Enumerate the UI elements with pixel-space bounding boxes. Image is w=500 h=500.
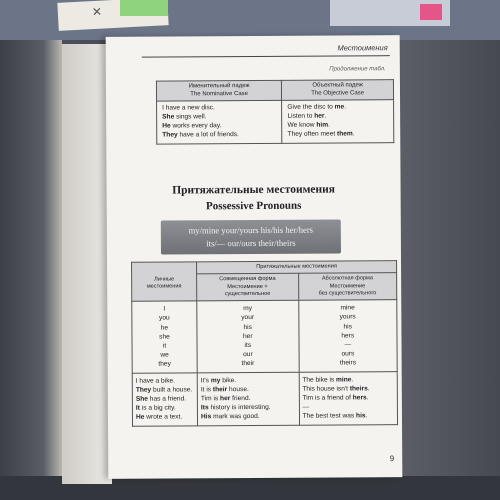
book-page [106,35,403,479]
conjoint-examples [197,372,299,426]
conjoint-pronoun: his [243,323,252,331]
conjoint-pronoun: my [243,305,253,313]
card-mark-icon: ✕ [91,4,103,20]
conjoint-pronoun: their [241,360,255,368]
bookmark-tab [420,4,442,20]
example-sentence: I have a new disc. [162,104,215,112]
nominative-examples [157,100,283,143]
personal-pronoun: I [163,305,166,313]
example-sentence: He works every day. [162,121,222,130]
absolute-pronoun: his [343,322,352,330]
personal-pronoun: we [160,351,169,359]
conjoint-pronoun: your [241,314,255,322]
personal-pronoun: he [160,324,169,332]
absolute-pronoun: hers [341,332,355,340]
example-sentence: The bike is mine. [302,375,354,384]
example-sentence: I have a bike. [135,377,176,385]
header-rule [142,55,390,58]
pronoun-banner [161,219,341,254]
absolute-pronoun: yours [339,313,356,321]
conjoint-header: Совмещенная форма Местоимение + существительное [197,273,299,300]
example-sentence: Tim is her friend. [200,395,251,403]
example-sentence: It is a big city. [135,404,176,412]
personal-pronouns-column [132,301,197,373]
example-sentence: We know him. [287,121,330,129]
example-sentence: Give the disc to me. [287,103,347,111]
example-sentence: Tim is a friend of hers. [302,394,369,402]
objective-examples [282,100,394,143]
example-sentence: Its history is interesting. [200,404,271,412]
conjoint-pronoun: our [243,351,253,359]
example-sentence: She has a friend. [135,395,187,403]
example-sentence: They built a house. [135,386,193,394]
personal-header: Личные местоимения [132,262,197,301]
example-sentence: They often meet them. [287,130,355,138]
absolute-pronoun: theirs [339,359,357,367]
conjoint-pronoun: her [242,332,253,340]
personal-pronoun: they [158,360,171,368]
example-sentence: Listen to her. [287,112,327,120]
example-sentence: The best test was his. [302,412,368,421]
personal-examples [132,372,197,425]
nominative-header: Именительный падеж The Nominative Case [156,80,281,101]
objective-header: Объектный падеж The Objective Case [282,80,394,101]
personal-pronoun: it [162,342,167,350]
example-sentence: He wrote a text. [135,413,183,422]
section-title-ru: Притяжательные местоимения [172,183,336,197]
background-left [0,40,62,500]
continued-label: Продолжение табл. [329,66,386,73]
absolute-form-column [298,300,397,372]
absolute-pronoun: — [344,341,352,349]
absolute-examples [299,371,398,425]
possessive-table [131,260,398,426]
background-right [398,40,500,500]
absolute-pronoun: ours [341,350,355,358]
conjoint-form-column [197,300,299,372]
personal-pronoun: you [159,314,170,322]
example-sentence: His mark was good. [200,413,260,421]
page-number: 9 [389,454,395,464]
personal-pronoun: she [159,333,170,341]
example-sentence: They have a lot of friends. [162,130,239,139]
facing-page [62,44,112,484]
running-header: Местоимения [337,43,388,53]
absolute-header: Абсолютная форма Местоимение без существительного [298,273,397,300]
case-table [156,79,394,144]
example-sentence: This house isn't theirs. [302,385,370,393]
conjoint-pronoun: its [244,341,252,349]
banner-line: my/mine your/yours his/his her/hers [188,224,314,236]
absolute-pronoun: mine [340,304,355,312]
example-sentence: She sings well. [162,113,207,121]
possessive-group-header: Притяжательные местоимения [197,261,397,274]
banner-line: its/— our/ours their/theirs [206,237,296,249]
sticky-note [120,0,168,16]
example-sentence: It's my bike. [200,376,237,384]
example-sentence: It is their house. [200,385,249,394]
section-title-en: Possessive Pronouns [205,199,302,213]
example-sentence: — [302,403,310,411]
